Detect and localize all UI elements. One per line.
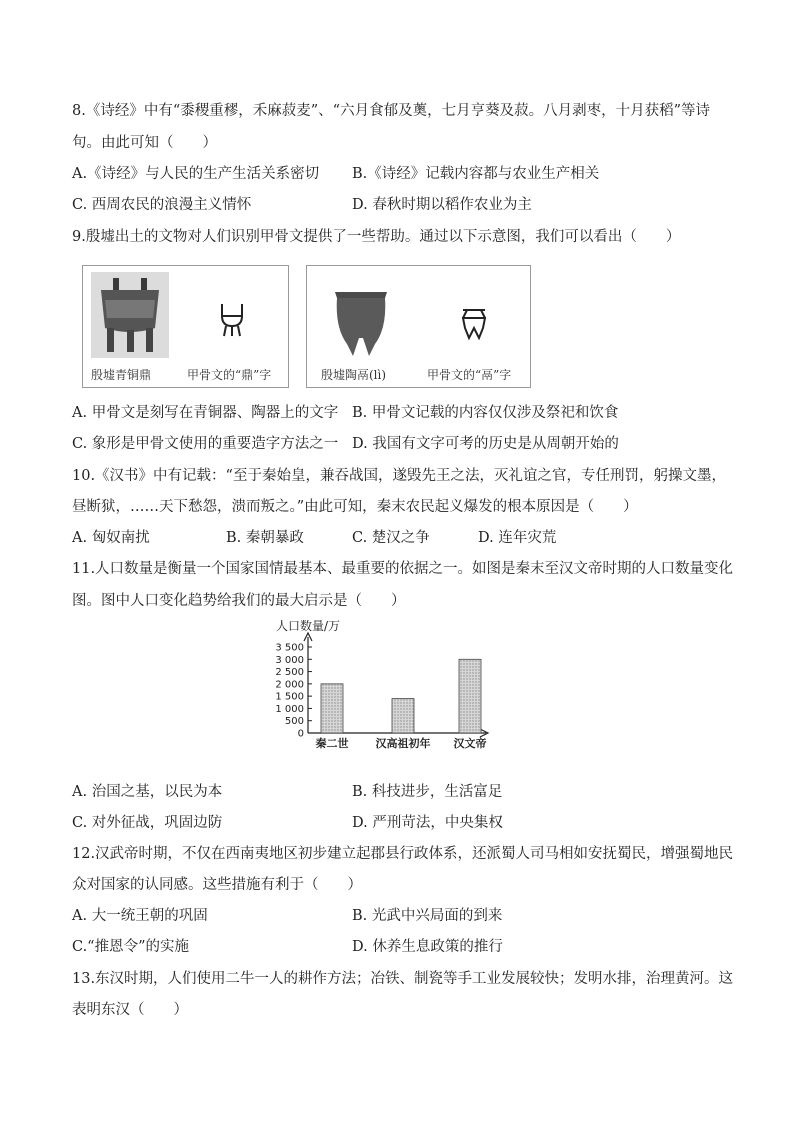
- q9-option-b: B. 甲骨文记载的内容仅仅涉及祭祀和饮食: [352, 405, 619, 421]
- q9-option-d: D. 我国有文字可考的历史是从周朝开始的: [352, 436, 619, 452]
- q13-stem-line2: 表明东汉（ ）: [72, 1002, 188, 1018]
- x-category-label: 汉文帝: [453, 737, 487, 750]
- q8-stem-line1: 8.《诗经》中有“黍稷重穋，禾麻菽麦”、“六月食郁及薁，七月亨葵及菽。八月剥枣，十月获稻”等诗: [72, 103, 710, 119]
- q9-option-c: C. 象形是甲骨文使用的重要造字方法之一: [72, 436, 339, 452]
- q12-stem-line1: 12.汉武帝时期，不仅在西南夷地区初步建立起郡县行政体系，还派蜀人司马相如安抚蜀民，增强蜀地民: [72, 846, 734, 862]
- oracle-ding-caption: 甲骨文的“鼎”字: [187, 368, 272, 382]
- q12-option-d: D. 休养生息政策的推行: [352, 939, 503, 955]
- pottery-li-image: [329, 288, 393, 358]
- y-tick-label: 1 000: [275, 703, 304, 715]
- q10-option-a: A. 匈奴南扰: [72, 530, 150, 546]
- q11-option-b: B. 科技进步，生活富足: [352, 784, 503, 800]
- chart-ylabel: 人口数量/万: [276, 619, 341, 633]
- y-tick-label: 0: [297, 728, 304, 740]
- bar: [321, 684, 343, 733]
- q9-option-a: A. 甲骨文是刻写在青铜器、陶器上的文字: [72, 405, 339, 421]
- x-category-label: 汉高祖初年: [375, 737, 431, 750]
- x-category-label: 秦二世: [315, 737, 349, 750]
- q10-stem-line2: 昼断狱，……天下愁怨，溃而叛之。”由此可知，秦末农民起义爆发的根本原因是（ ）: [72, 499, 638, 515]
- q12-stem-line2: 众对国家的认同感。这些措施有利于（ ）: [72, 877, 362, 893]
- bronze-ding-caption: 殷墟青铜鼎: [91, 368, 152, 382]
- oracle-ding-glyph: [218, 302, 246, 338]
- q8-option-c: C. 西周农民的浪漫主义情怀: [72, 197, 252, 213]
- q11-stem-line2: 图。图中人口变化趋势给我们的最大启示是（ ）: [72, 593, 406, 609]
- bronze-ding-image: [91, 272, 169, 358]
- pottery-li-caption: 殷墟陶鬲(lì): [321, 368, 387, 382]
- q8-stem-line2: 句。由此可知（ ）: [72, 135, 217, 151]
- y-tick-label: 3 000: [275, 654, 304, 666]
- bar: [459, 659, 481, 733]
- y-tick-label: 2 000: [275, 679, 304, 691]
- q12-option-c: C.“推恩令”的实施: [72, 939, 190, 955]
- q8-option-a: A.《诗经》与人民的生产生活关系密切: [72, 166, 320, 182]
- oracle-li-glyph: [457, 306, 491, 340]
- q8-option-b: B.《诗经》记载内容都与农业生产相关: [352, 166, 600, 182]
- q10-option-c: C. 楚汉之争: [352, 530, 430, 546]
- q12-option-b: B. 光武中兴局面的到来: [352, 908, 503, 924]
- q10-option-d: D. 连年灾荒: [478, 530, 557, 546]
- y-tick-label: 1 500: [275, 691, 304, 703]
- q11-option-d: D. 严刑苛法，中央集权: [352, 815, 503, 831]
- q11-stem-line1: 11.人口数量是衡量一个国家国情最基本、最重要的依据之一。如图是秦末至汉文帝时期的人口数量变化: [72, 561, 734, 577]
- y-tick-label: 500: [284, 716, 304, 728]
- q10-stem-line1: 10.《汉书》中有记载：“至于秦始皇，兼吞战国，遂毁先王之法，灭礼谊之官，专任刑罚，躬操文墨，: [72, 468, 726, 484]
- q10-option-b: B. 秦朝暴政: [226, 530, 304, 546]
- oracle-li-caption: 甲骨文的“鬲”字: [427, 368, 512, 382]
- q13-stem-line1: 13.东汉时期，人们使用二牛一人的耕作方法；冶铁、制瓷等手工业发展较快；发明水排，治理黄河。这: [72, 971, 734, 987]
- bronze-ding-panel: [82, 265, 289, 388]
- q12-option-a: A. 大一统王朝的巩固: [72, 908, 208, 924]
- pottery-li-panel: [306, 265, 531, 388]
- bar: [392, 699, 414, 733]
- y-tick-label: 2 500: [275, 667, 304, 679]
- q11-option-a: A. 治国之基，以民为本: [72, 784, 223, 800]
- population-bar-chart: [268, 615, 528, 755]
- q9-stem-line1: 9.殷墟出土的文物对人们识别甲骨文提供了一些帮助。通过以下示意图，我们可以看出（ ）: [72, 229, 681, 245]
- q11-option-c: C. 对外征战，巩固边防: [72, 815, 223, 831]
- q8-option-d: D. 春秋时期以稻作农业为主: [352, 197, 532, 213]
- y-tick-label: 3 500: [275, 642, 304, 654]
